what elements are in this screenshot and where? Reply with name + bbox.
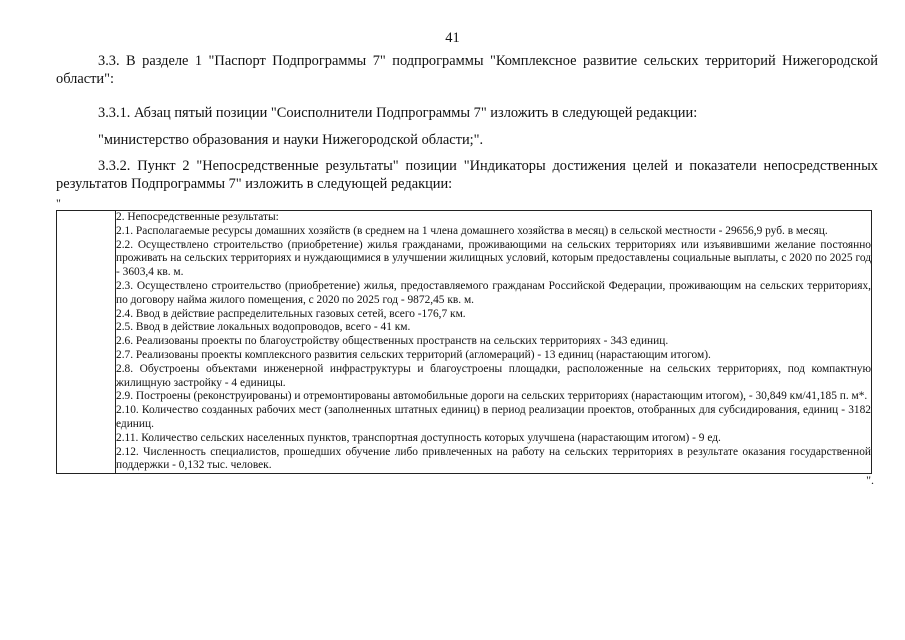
paragraph-3-3: 3.3. В разделе 1 "Паспорт Подпрограммы 7" подпрограммы "Комплексное развитие сельских территорий Нижегородской области": xyxy=(56,53,878,87)
result-item-heading: 2. Непосредственные результаты: xyxy=(116,211,279,223)
result-item: 2.3. Осуществлено строительство (приобретение) жилья, предоставляемого гражданам Российской Федерации, проживающим на сельских территориях, по договору найма жилого помещения, с 2020 по 2025 год - 9872,45 кв. м. xyxy=(116,279,871,306)
result-item: 2.12. Численность специалистов, прошедших обучение либо привлеченных на работу на сельских территориях в результате оказания государственной поддержки - 0,132 тыс. человек. xyxy=(116,445,871,472)
paragraph-quote-ministry: "министерство образования и науки Нижегородской области;". xyxy=(98,132,484,148)
result-item: 2.6. Реализованы проекты по благоустройству общественных пространств на сельских территориях - 343 единиц. xyxy=(116,335,669,348)
result-item: 2.8. Обустроены объектами инженерной инфраструктуры и благоустроены площадки, расположенные на сельских территориях, под компактную жилищную застройку - 4 единицы. xyxy=(116,362,871,389)
table-left-cell xyxy=(57,211,116,474)
result-item: 2.9. Построены (реконструированы) и отремонтированы автомобильные дороги на сельских территориях (нарастающим итогом), - 30,849 км/41,185 п. м*. xyxy=(116,390,868,403)
result-item: 2.2. Осуществлено строительство (приобретение) жилья гражданами, проживающими на сельских территориях или изъявившими желание постоянно проживать на сельских территориях и нуждающимися в улучшении жилищных условий, которым предоставлены социальные выплаты, с 2020 по 2025 год - 3603,4 кв. м. xyxy=(116,238,871,279)
result-item: 2.11. Количество сельских населенных пунктов, транспортная доступность которых улучшена (нарастающим итогом) - 9 ед. xyxy=(116,431,721,444)
result-item: 2.10. Количество созданных рабочих мест (заполненных штатных единиц) в период реализации проектов, отобранных для субсидирования, единиц - 3182 единиц. xyxy=(116,404,871,430)
page-number: 41 xyxy=(445,30,460,46)
paragraph-3-3-1: 3.3.1. Абзац пятый позиции "Соисполнители Подпрограммы 7" изложить в следующей редакции: xyxy=(98,105,698,121)
paragraph-3-3-2: 3.3.2. Пункт 2 "Непосредственные результаты" позиции "Индикаторы достижения целей и показатели непосредственных результатов Подпрограммы 7" изложить в следующей редакции: xyxy=(56,158,878,192)
opening-quote-mark: " xyxy=(56,196,61,210)
indicators-table xyxy=(56,210,872,474)
document-body xyxy=(56,52,878,486)
result-item: 2.1. Располагаемые ресурсы домашних хозяйств (в среднем на 1 члена домашнего хозяйства в месяц) в сельской местности - 29656,9 руб. в месяц. xyxy=(116,224,828,237)
table-right-cell xyxy=(116,211,872,474)
result-item: 2.5. Ввод в действие локальных водопроводов, всего - 41 км. xyxy=(116,321,411,334)
table-row xyxy=(57,211,872,474)
result-item: 2.7. Реализованы проекты комплексного развития сельских территорий (агломераций) - 13 единиц (нарастающим итогом). xyxy=(116,348,711,361)
result-item: 2.4. Ввод в действие распределительных газовых сетей, всего -176,7 км. xyxy=(116,307,466,320)
closing-quote-mark: ". xyxy=(866,473,874,488)
